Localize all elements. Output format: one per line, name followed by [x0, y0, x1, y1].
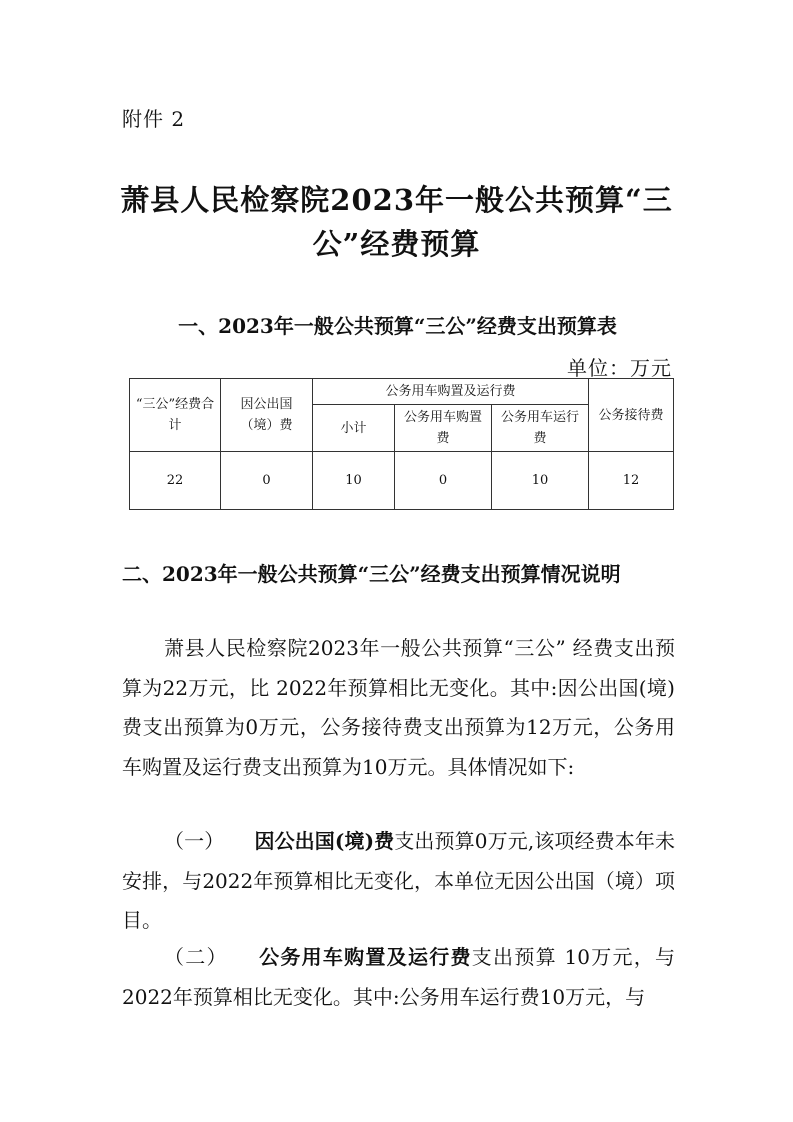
- header-abroad: 因公出国（境）费: [221, 379, 313, 452]
- cell-subtotal: 10: [313, 452, 395, 510]
- document-title: [110, 178, 683, 266]
- header-purchase: 公务用车购置费: [395, 405, 492, 452]
- item-1-term: 因公出国(境)费: [254, 829, 395, 853]
- item-1-marker: （一）: [164, 829, 225, 853]
- header-subtotal: 小计: [313, 405, 395, 452]
- table-header-row: [130, 379, 674, 405]
- cell-operation: 10: [492, 452, 589, 510]
- cell-reception: 12: [589, 452, 674, 510]
- title-line-2: 公”经费预算: [312, 227, 481, 261]
- header-reception: 公务接待费: [589, 379, 674, 452]
- attachment-label: 附件 2: [122, 107, 186, 131]
- header-total: “三公”经费合计: [130, 379, 221, 452]
- item-1-text: 支出预算0万元,该项经费本年未安排，与2022年预算相比无变化，本单位无因公出国（境）项目。: [122, 829, 675, 932]
- header-operation: 公务用车运行费: [492, 405, 589, 452]
- title-line-1: 萧县人民检察院2023年一般公共预算“三: [120, 183, 673, 217]
- paragraph-item-1: [122, 822, 675, 941]
- table-row: [130, 452, 674, 510]
- cell-abroad: 0: [221, 452, 313, 510]
- item-2-term: 公务用车购置及运行费: [257, 945, 472, 969]
- paragraph-summary: 萧县人民检察院2023年一般公共预算“三公” 经费支出预算为22万元，比 2022年预算相比无变化。其中:因公出国(境)费支出预算为0万元，公务接待费支出预算为12万元，公务用车购置及运行费支出预算为10万元。具体情况如下:: [122, 636, 675, 779]
- budget-table: [129, 378, 674, 510]
- section-1-heading: 一、2023年一般公共预算“三公”经费支出预算表: [178, 314, 617, 338]
- item-2-text: 支出预算 10万元，与2022年预算相比无变化。其中:公务用车运行费10万元，与: [122, 945, 676, 1009]
- cell-total: 22: [130, 452, 221, 510]
- cell-purchase: 0: [395, 452, 492, 510]
- item-2-marker: （二）: [164, 945, 228, 969]
- paragraph-item-2: [122, 938, 675, 1017]
- header-vehicle-group: 公务用车购置及运行费: [313, 379, 589, 405]
- unit-label: 单位：万元: [567, 356, 672, 380]
- section-2-heading: 二、2023年一般公共预算“三公”经费支出预算情况说明: [122, 562, 621, 586]
